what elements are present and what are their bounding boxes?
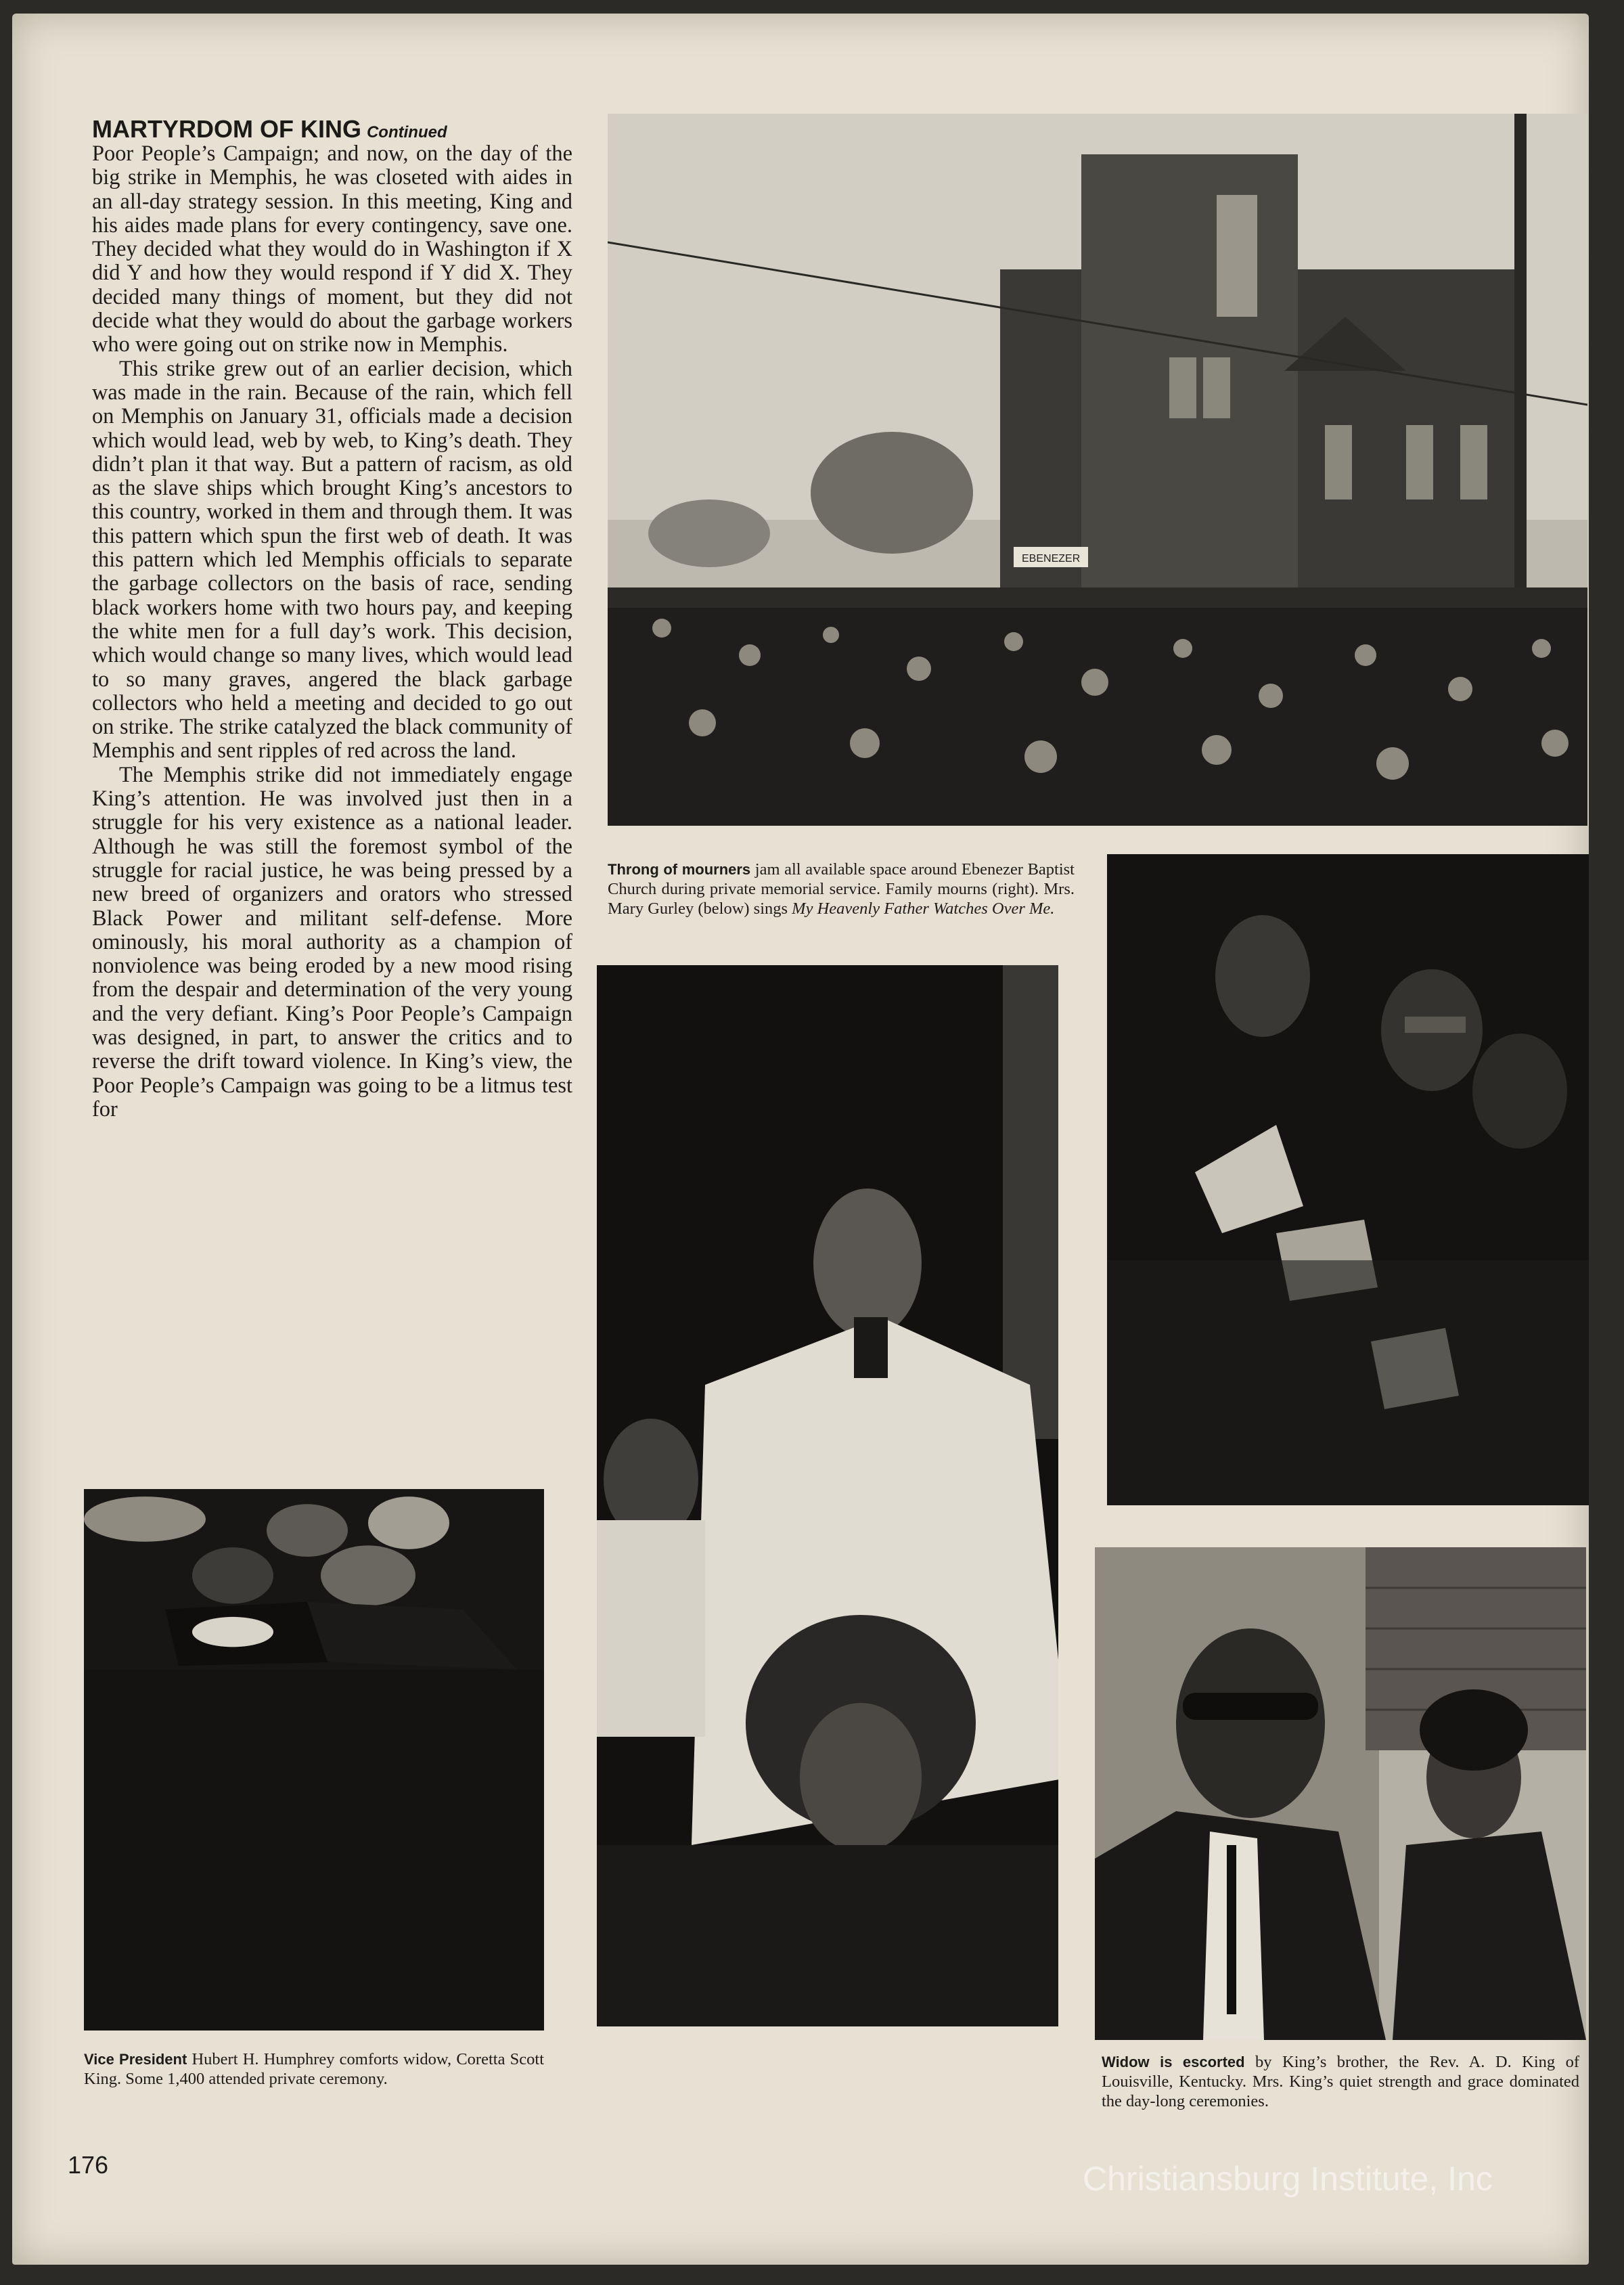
throng-caption xyxy=(608,860,1075,918)
paragraph-1: Poor People’s Campaign; and now, on the day of the big strike in Memphis, he was closeted with aides in an all-day strategy session. In this meeting, King and his aides made plans for every contingency, save one. They decided what they would do in Washington if X did Y and how they would respond if Y did X. They decided many things of moment, but they did not decide what they would do about the garbage workers who were going out on strike now in Memphis. xyxy=(92,142,572,357)
paragraph-3: The Memphis strike did not immediately engage King’s attention. He was involved just then in a struggle for his very existence as a national leader. Although he was still the foremost symbol of the struggle for racial justice, he was being pressed by a new breed of organizers and orators who stressed Black Power and militant self-defense. More ominously, his moral authority as a champion of nonviolence was being eroded by a new mood rising from the despair and determination of the very young and the very defiant. King’s Poor People’s Campaign was designed, in part, to answer the critics and to reverse the drift toward violence. In King’s view, the Poor People’s Campaign was going to be a litmus test for xyxy=(92,762,572,1122)
family-mourns-photo xyxy=(1107,854,1589,1505)
throng-caption-song: My Heavenly Father Watches Over Me. xyxy=(792,900,1055,918)
vp-caption-lead: Vice President xyxy=(84,2051,187,2068)
paragraph-2: This strike grew out of an earlier decision, which was made in the rain. Because of the rain, which fell on Memphis on January 31, officials made a decision which would lead, web by web, to King’s death. They didn’t plan it that way. But a pattern of racism, as old as the slave ships which brought King’s ancestors to this country, worked in them and through them. It was this pattern which spun the first web of death. It was this pattern which led Memphis officials to separate the garbage collectors on the basis of race, sending black workers home with two hours pay, and keeping the white men for a full day’s work. This decision, which would change so many lives, which would lead to so many graves, angered the black garbage collectors who held a meeting and decided to go out on strike. The strike catalyzed the black community of Memphis and sent ripples of red across the land. xyxy=(92,356,572,763)
singer-photo xyxy=(597,965,1058,2026)
widow-caption-lead: Widow is escorted xyxy=(1102,2054,1245,2070)
widow-escorted-photo xyxy=(1095,1547,1586,2040)
article-body xyxy=(92,142,572,1476)
continued-label: Continued xyxy=(366,123,447,141)
widow-caption-text: by King’s brother, the Rev. A. D. King of Louisville, Kentucky. Mrs. King’s quiet strength and grace dominated the day-long ceremonies. xyxy=(1102,2053,1580,2110)
article-heading xyxy=(92,115,447,143)
humphrey-photo xyxy=(84,1489,544,2031)
vice-president-caption-visible xyxy=(84,2049,544,2089)
throng-caption-lead: Throng of mourners xyxy=(608,861,751,878)
throng-caption-text: jam all available space around Ebenezer Baptist Church during private memorial service. Family mourns (right). Mrs. Mary Gurley (below) sings xyxy=(608,860,1075,918)
church-sign: EBENEZER xyxy=(1022,553,1081,564)
article-title: MARTYRDOM OF KING xyxy=(92,115,361,143)
page-number: 176 xyxy=(68,2151,109,2179)
widow-caption xyxy=(1102,2052,1579,2111)
watermark: Christiansburg Institute, Inc xyxy=(1083,2160,1493,2198)
church-crowd-photo xyxy=(608,114,1587,826)
vp-caption-text: Hubert H. Humphrey comforts widow, Coretta Scott King. Some 1,400 attended private ceremony. xyxy=(84,2050,544,2088)
